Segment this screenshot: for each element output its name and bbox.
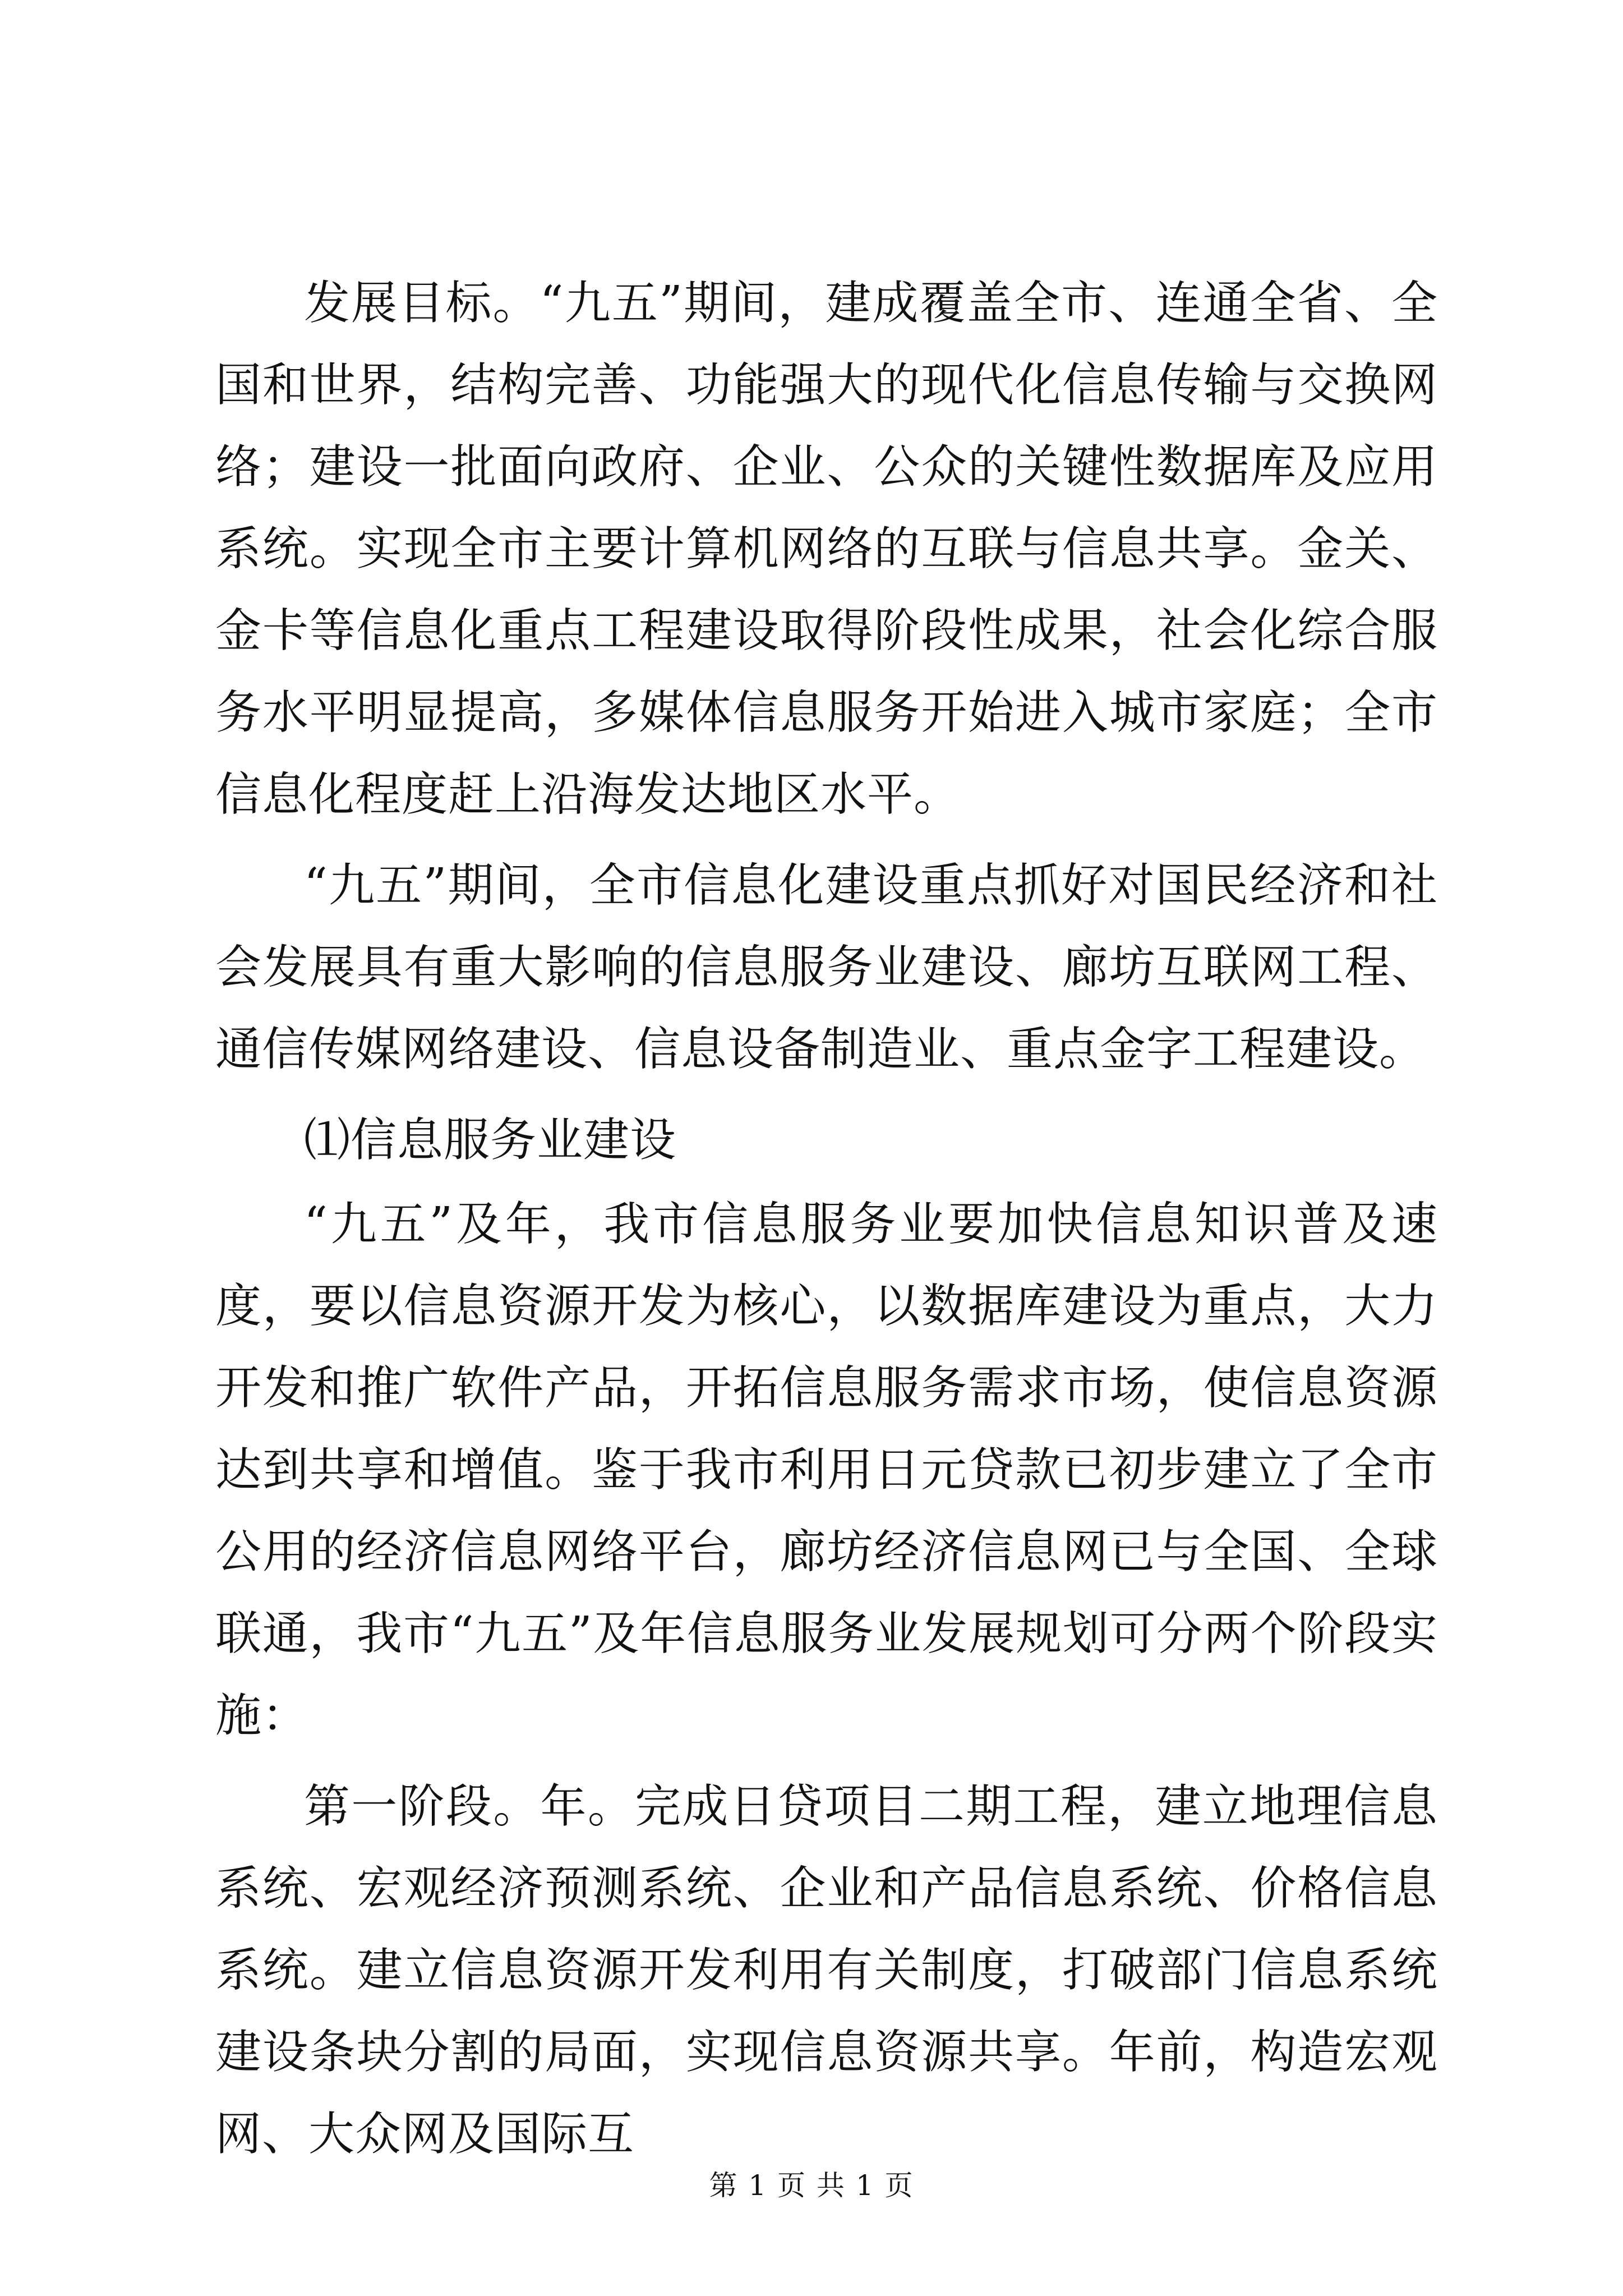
paragraph-phase-one: 第一阶段。年。完成日贷项目二期工程，建立地理信息系统、宏观经济预测系统、企业和产品信息系统、价格信息系统。建立信息资源开发利用有关制度，打破部门信息系统建设条块分割的局面，实现信息资源共享。年前，构造宏观网、大众网及国际互 — [215, 1780, 1438, 2161]
page-footer: 第 1 页 共 1 页 — [709, 2169, 914, 2202]
paragraph-info-service-plan: “九五”及年，我市信息服务业要加快信息知识普及速度，要以信息资源开发为核心，以数据库建设为重点，大力开发和推广软件产品，开拓信息服务需求市场，使信息资源达到共享和增值。鉴于我市利用日元贷款已初步建立了全市公用的经济信息网络平台，廊坊经济信息网已与全国、全球联通，我市“九五”及年信息服务业发展规划可分两个阶段实施： — [215, 1198, 1438, 1742]
section-heading-info-service: ⑴信息服务业建设 — [304, 1114, 677, 1167]
paragraph-development-goals: 发展目标。“九五”期间，建成覆盖全市、连通全省、全国和世界，结构完善、功能强大的现代化信息传输与交换网络；建设一批面向政府、企业、公众的关键性数据库及应用系统。实现全市主要计算机网络的互联与信息共享。金关、金卡等信息化重点工程建设取得阶段性成果，社会化综合服务水平明显提高，多媒体信息服务开始进入城市家庭；全市信息化程度赶上沿海发达地区水平。 — [215, 277, 1438, 821]
document-body — [215, 263, 1438, 2184]
paragraph-key-projects: “九五”期间，全市信息化建设重点抓好对国民经济和社会发展具有重大影响的信息服务业建设、廊坊互联网工程、通信传媒网络建设、信息设备制造业、重点金字工程建设。 — [215, 859, 1438, 1076]
